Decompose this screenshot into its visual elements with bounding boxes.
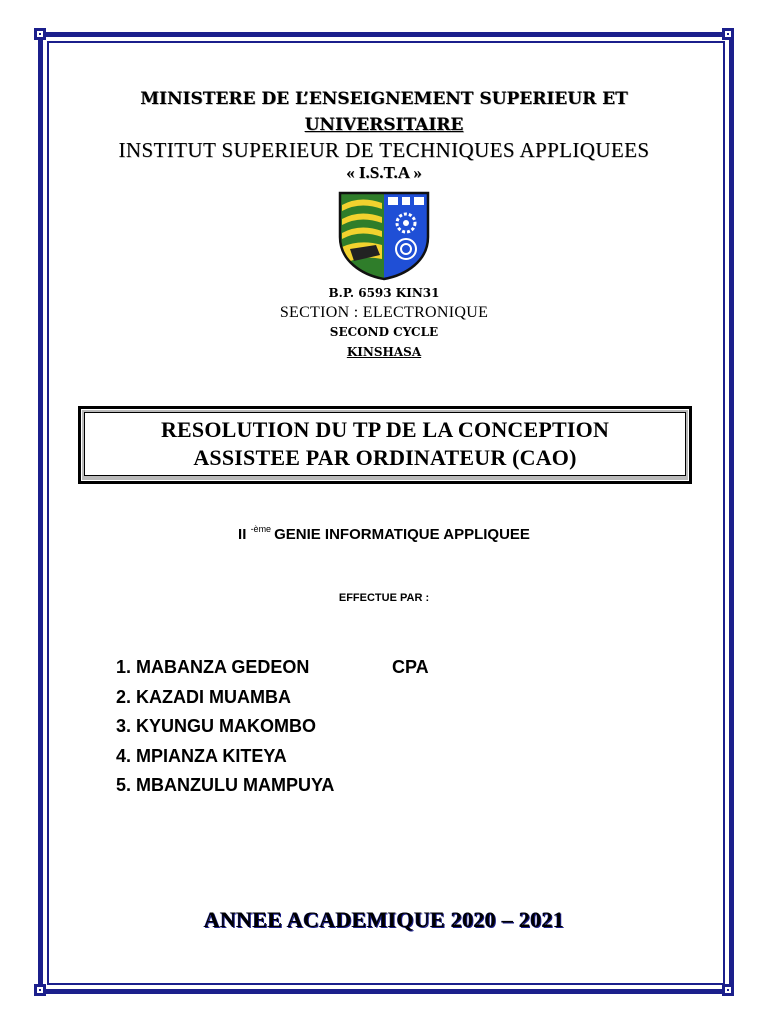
level-program: GENIE INFORMATIQUE APPLIQUEE: [274, 526, 530, 543]
list-item: [116, 772, 334, 802]
author-name: 2. KAZADI MUAMBA: [116, 686, 291, 707]
title-line-2: ASSISTEE PAR ORDINATEUR (CAO): [193, 445, 577, 470]
section-label: SECTION : ELECTRONIQUE: [279, 304, 489, 321]
list-item: [116, 743, 334, 773]
academic-year: ANNEE ACADEMIQUE 2020 – 2021: [203, 907, 565, 932]
level-superscript: -ème: [250, 524, 272, 534]
border-corner-bottom-right: [722, 984, 734, 996]
author-role: CPA: [392, 657, 429, 677]
shield-block-icon: [388, 197, 398, 205]
border-corner-top-left: [34, 28, 46, 40]
title-box-inner: [84, 412, 686, 476]
authors-heading: EFFECTUE PAR :: [338, 592, 430, 604]
title-line-1: RESOLUTION DU TP DE LA CONCEPTION: [160, 417, 610, 442]
border-corner-top-right: [722, 28, 734, 40]
author-name: 1. MABANZA GEDEON: [116, 657, 310, 677]
ministry-line-2: UNIVERSITAIRE: [304, 115, 464, 135]
list-item: [116, 654, 429, 684]
list-item: [116, 684, 334, 714]
postal-box: B.P. 6593 KIN31: [328, 286, 440, 300]
authors-list: [116, 654, 429, 802]
ista-shield-logo: [336, 189, 432, 281]
author-name: 3. KYUNGU MAKOMBO: [116, 716, 317, 736]
level-prefix: II: [238, 526, 247, 543]
cycle-label: SECOND CYCLE: [329, 325, 439, 339]
title-box: [78, 406, 692, 484]
author-name: 4. MPIANZA KITEYA: [116, 745, 287, 766]
institute-name: INSTITUT SUPERIEUR DE TECHNIQUES APPLIQUEES: [118, 138, 650, 162]
ministry-heading: [0, 86, 768, 138]
author-name: 5. MBANZULU MAMPUYA: [116, 775, 335, 795]
border-corner-bottom-left: [34, 984, 46, 996]
city-label: KINSHASA: [346, 345, 422, 359]
level-label: [0, 526, 768, 543]
institute-acronym: « I.S.T.A »: [346, 163, 422, 182]
list-item: [116, 713, 334, 743]
ministry-line-1: MINISTERE DE L’ENSEIGNEMENT SUPERIEUR ET: [140, 89, 628, 109]
